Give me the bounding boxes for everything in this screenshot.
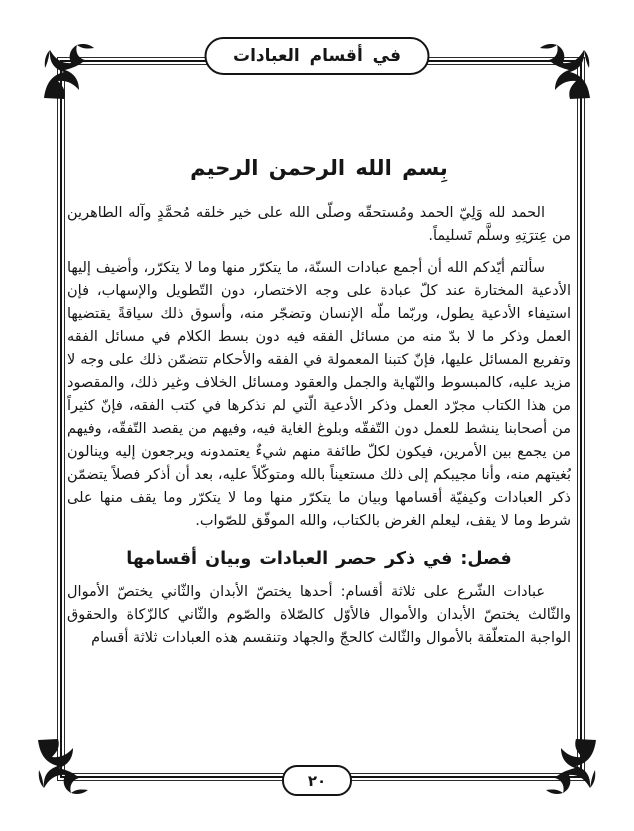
page-number-capsule — [282, 765, 352, 796]
basmala-heading: بِسم الله الرحمن الرحيم — [190, 156, 448, 180]
page-number: ٢٠ — [307, 771, 327, 790]
header-title: في أقسام العبادات — [232, 46, 402, 66]
corner-ornament-bottom-left-icon — [30, 736, 94, 800]
header-title-cartouche — [205, 37, 430, 75]
section-heading: فصل: في ذكر حصر العبادات وبيان أقسامها — [126, 549, 512, 569]
body-paragraph-1: الحمد لله وَلِيّ الحمد ومُستحقّه وصلّى الله على خير خلقه مُحمَّدٍ وآله الطاهرين من عِترَتِهِ وسلَّم تَسليماً. — [67, 205, 571, 244]
text-block — [67, 146, 571, 766]
body-paragraph-2: سألتم أيّدكم الله أن أجمع عبادات السنّة، ما يتكرّر منها وما لا يتكرّر، وأضيف إليها الأدعية المختارة عند كلّ عبادة على وجه الاختصار، دون التّطويل والإسهاب، فإن استيفاء الأدعية يطول، وربّما ملّه الإنسان وتضجّر منه، وأسوق ذلك سياقةً يقتضيها العمل وذكر ما لا بدّ منه من مسائل الفقه فيه دون بسط الكلام في مسائل الفقه وتفريع المسائل عليها، فإنّ كتبنا المعمولة في الفقه والأحكام تتضمّن ذلك على وجه لا مزيد عليه، كالمبسوط والنّهاية والجمل والعقود ومسائل الخلاف وغير ذلك، والمقصود من هذا الكتاب مجرّد العمل وذكر الأدعية الّتي لم نذكرها في كتب الفقه، فإنّ كثيراً من أصحابنا ينشط للعمل دون التّفقّه وبلوغ الغاية فيه، وفيهم من يقصد التّفقّه، وفيهم من يجمع بين الأمرين، فيكون لكلّ طائفة منهم شيءٌ يعتمدونه ويرجعون إليه وينالون بُغيتهم منه، وأنا مجيبكم إلى ذلك مستعيناً بالله ومتوكّلاً عليه، بعد أن أذكر فصلاً يتضمّن ذكر العبادات وكيفيّة أقسامها وبيان ما يتكرّر منها وما لا يتكرّر وما يقف منها على شرط وما لا يقف، ليعلم الغرض بالكتاب، والله الموفّق للصّواب. — [67, 260, 571, 529]
corner-ornament-top-right-icon — [534, 38, 598, 102]
corner-ornament-top-left-icon — [36, 38, 100, 102]
corner-ornament-bottom-right-icon — [540, 736, 604, 800]
section-paragraph: عبادات الشّرع على ثلاثة أقسام: أحدها يختصّ الأبدان والثّاني يختصّ الأموال والثّالث يختصّ الأبدان والأموال فالأوّل كالصّلاة والصّوم والثّاني كالزّكاة والحقوق الواجبة المتعلّقة بالأموال والثّالث كالحجّ والجهاد وتنقسم هذه العبادات ثلاثة أقسام — [67, 584, 571, 646]
